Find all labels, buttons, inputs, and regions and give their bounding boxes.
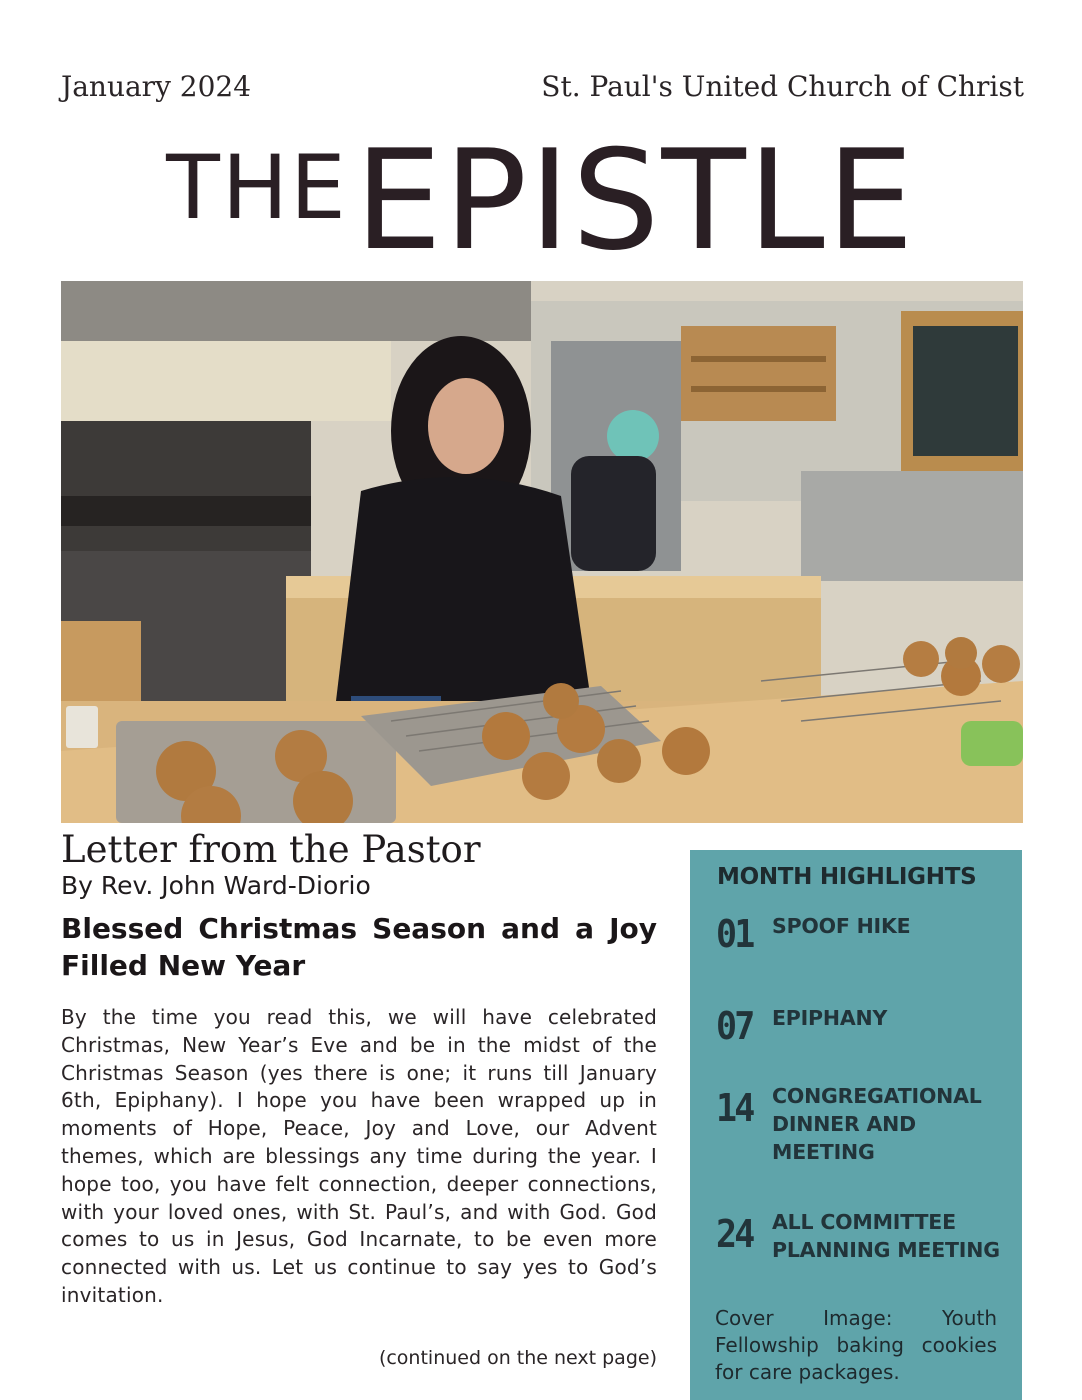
article-title: Blessed Christmas Season and a Joy Filled New Year [61, 912, 657, 982]
highlight-label: SPOOF HIKE [772, 914, 911, 938]
highlight-label: ALL COMMITTEE PLANNING MEETING [772, 1210, 1000, 1262]
cover-photo-illustration [61, 281, 1023, 823]
continued-note: (continued on the next page) [378, 1347, 657, 1369]
masthead-title: EPISTLE [354, 120, 916, 281]
masthead [0, 120, 1082, 281]
article-body: By the time you read this, we will have celebrated Christmas, New Year’s Eve and be in the midst of the Christmas Season (yes there is one; it runs till January 6th, Epiphany). I hope you have been wrapped up in moments of Hope, Peace, Joy and Love, our Advent themes, which are blessings any time during the year. I hope too, you have felt connection, deeper connections, with your loved ones, with St. Paul’s, and with God. God comes to us in Jesus, God Incarnate, to be even more connected with us. Let us continue to say yes to God’s invitation. [61, 1005, 657, 1307]
highlight-day: 07 [716, 1004, 753, 1048]
highlight-label: EPIPHANY [772, 1006, 888, 1030]
masthead-the: THE [166, 136, 348, 239]
highlight-day: 24 [716, 1212, 753, 1256]
highlight-day: 14 [716, 1086, 753, 1130]
pastor-letter-heading: Letter from the Pastor [61, 828, 481, 871]
month-highlights-panel [690, 850, 1022, 1400]
church-name: St. Paul's United Church of Christ [541, 70, 1024, 103]
cover-photo [61, 281, 1023, 823]
cover-image-caption: Cover Image: Youth Fellowship baking cookies for care packages. [715, 1306, 997, 1384]
highlight-label: CONGREGATIONAL DINNER AND MEETING [772, 1084, 982, 1164]
highlight-day: 01 [716, 912, 753, 956]
issue-date: January 2024 [61, 70, 252, 103]
month-highlights-title: MONTH HIGHLIGHTS [717, 864, 977, 890]
pastor-letter-byline: By Rev. John Ward-Diorio [61, 871, 371, 900]
